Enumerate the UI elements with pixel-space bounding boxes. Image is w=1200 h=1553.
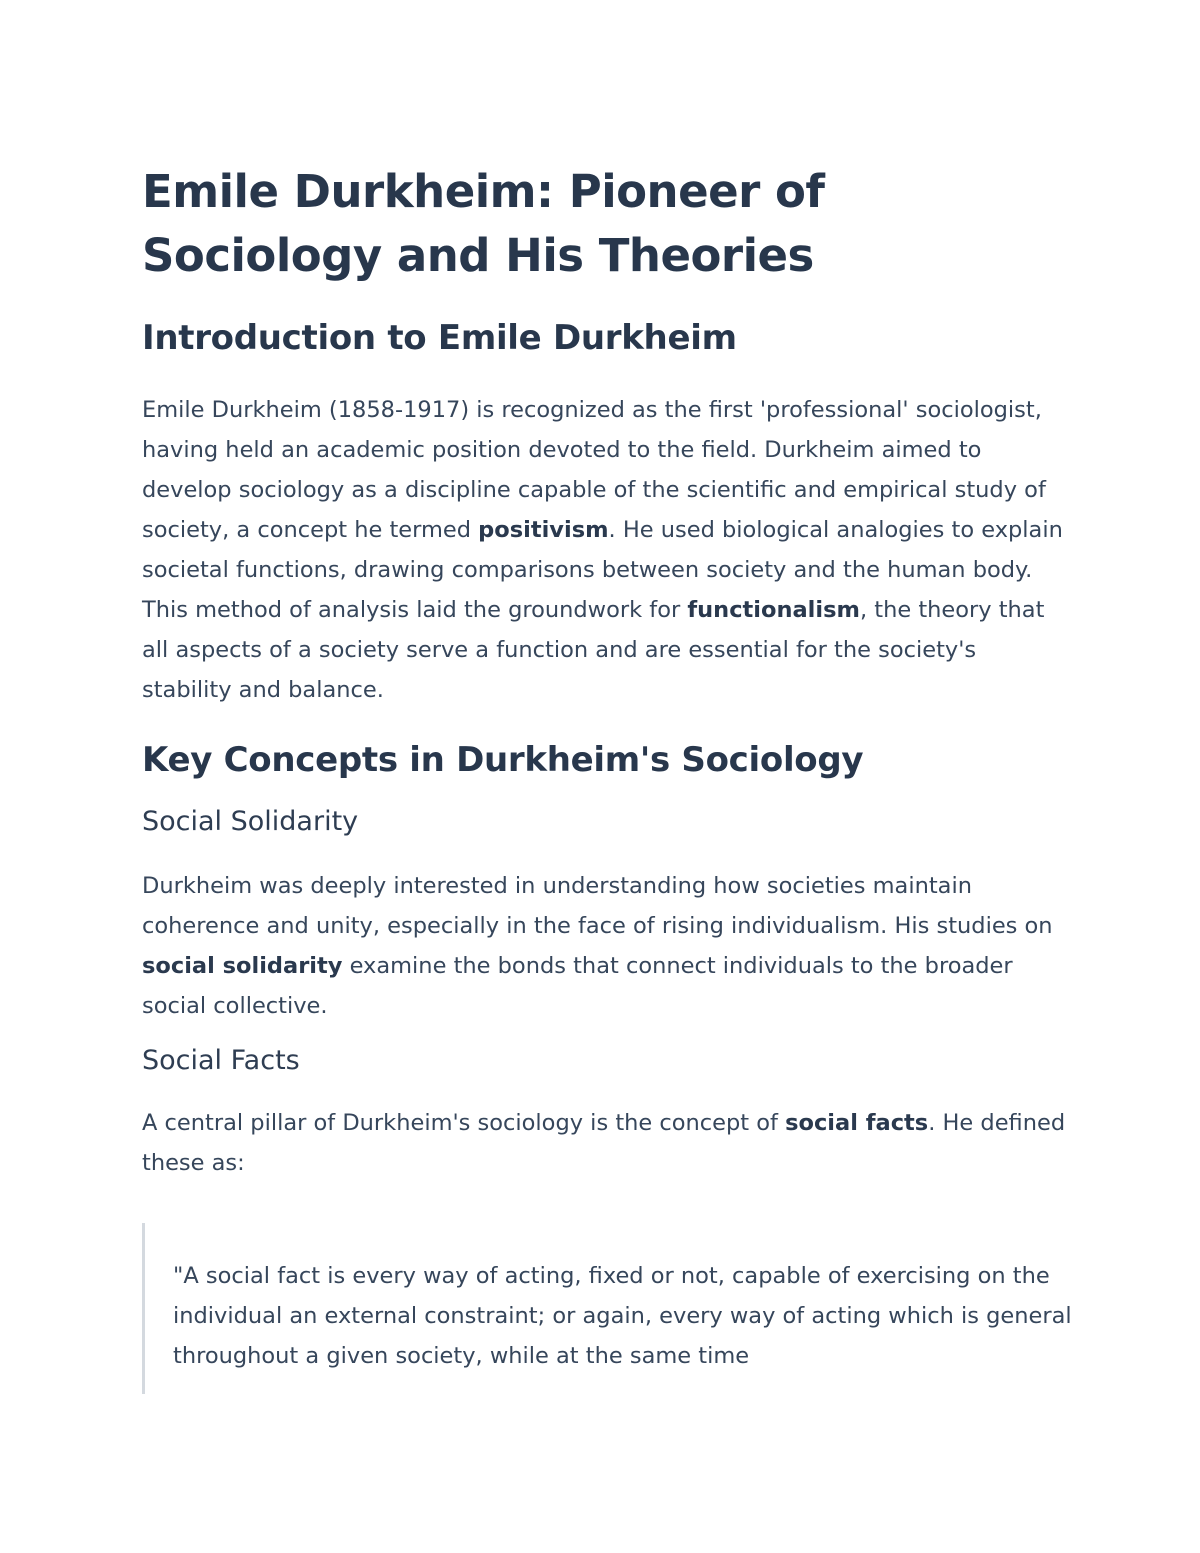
solidarity-text-1: Durkheim was deeply interested in understanding how societies maintain coherence and unity, especially in the face of rising individualism. His studies on — [142, 873, 1053, 939]
section-heading-introduction: Introduction to Emile Durkheim — [142, 318, 737, 358]
social-fact-quote — [142, 1223, 1072, 1394]
quote-text: "A social fact is every way of acting, fixed or not, capable of exercising on the individual an external constraint; or again, every way of acting which is general throughout a given society, while at the same time — [173, 1263, 1072, 1369]
intro-text-3: , the theory that all aspects of a society serve a function and are essential for the society's stability and balance. — [142, 597, 1045, 703]
term-positivism: positivism — [478, 517, 609, 543]
facts-text-1: A central pillar of Durkheim's sociology is the concept of — [142, 1110, 786, 1136]
facts-text-2: . He defined these as: — [142, 1110, 1066, 1176]
subheading-social-solidarity: Social Solidarity — [142, 806, 359, 837]
term-social-facts: social facts — [785, 1110, 929, 1136]
term-social-solidarity: social solidarity — [142, 953, 343, 979]
term-functionalism: functionalism — [687, 597, 860, 623]
intro-text-1: Emile Durkheim (1858-1917) is recognized as the first 'professional' sociologist, having held an academic position devoted to the field. Durkheim aimed to develop sociology as a discipline capable of the scientific and empirical study of society, a concept he termed — [142, 397, 1046, 543]
introduction-paragraph — [142, 390, 1072, 710]
subheading-social-facts: Social Facts — [142, 1045, 300, 1076]
solidarity-text-2: examine the bonds that connect individuals to the broader social collective. — [142, 953, 1013, 1019]
section-heading-key-concepts: Key Concepts in Durkheim's Sociology — [142, 740, 864, 780]
document-title: Emile Durkheim: Pioneer of Sociology and His Theories — [142, 165, 825, 282]
document-page — [142, 160, 1072, 1394]
intro-text-2: . He used biological analogies to explain societal functions, drawing comparisons between society and the human body. This method of analysis laid the groundwork for — [142, 517, 1063, 623]
social-facts-paragraph — [142, 1103, 1072, 1183]
social-solidarity-paragraph — [142, 866, 1072, 1026]
